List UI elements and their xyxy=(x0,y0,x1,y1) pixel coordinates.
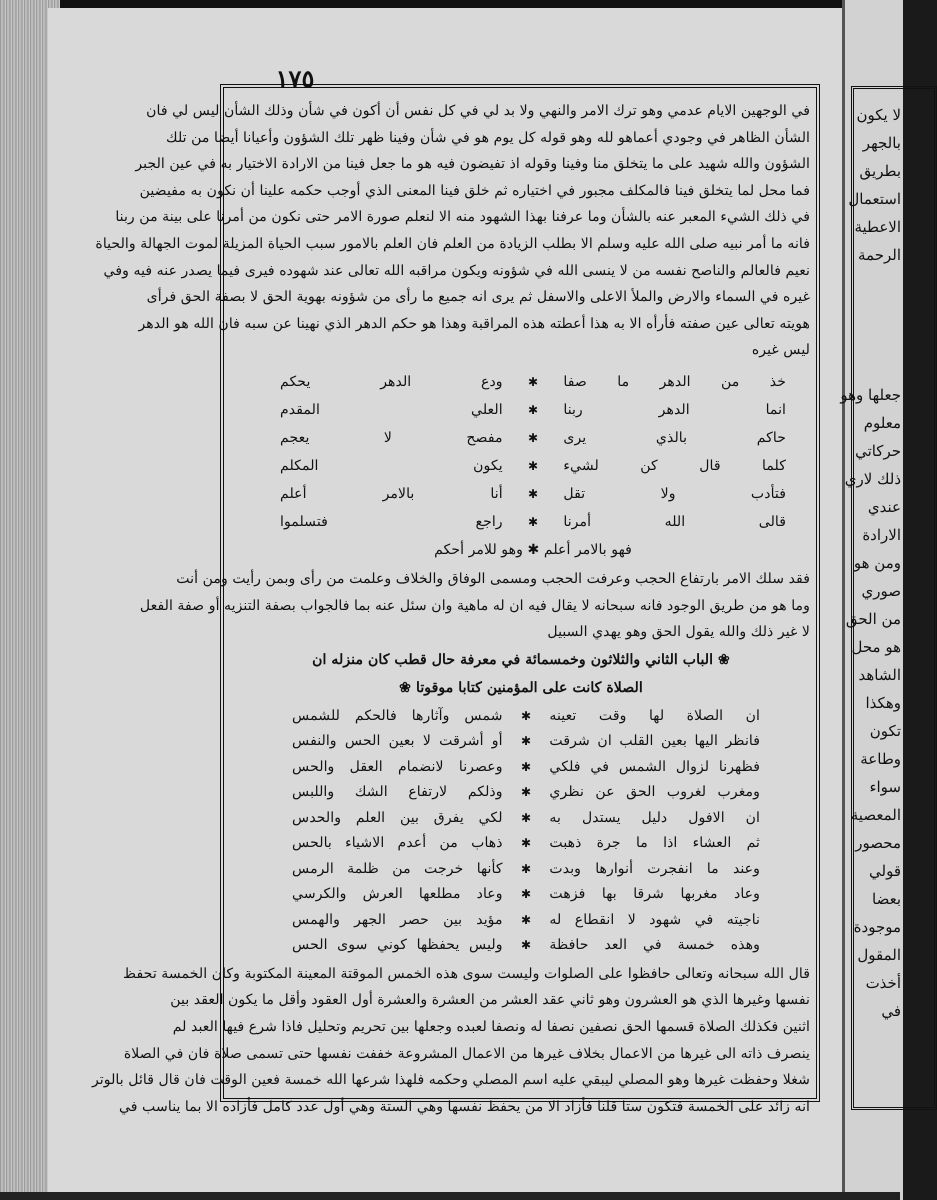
star-separator-icon: ✱ xyxy=(520,887,532,902)
verse-hemistich: يكون المكلم xyxy=(280,457,503,474)
prose-line: اثنين فكذلك الصلاة قسمها الحق نصفين نصفا له ونصفا لعبده وجعلها بين تحريم وتحليل فاذا شرع فيها العبد لم xyxy=(172,1018,810,1035)
verse-hemistich: ثم العشاء اذا ما جرة ذهبت xyxy=(549,835,760,852)
right-page-fragment: بعضا xyxy=(872,890,901,908)
prose-line: وما هو من طريق الوجود فانه سبحانه لا يقال فيه ان له ماهية وان سئل عنه بما فالجواب بصفة التنزيه أو صفة الفعل xyxy=(139,597,810,614)
verse-hemistich: وهو للامر أحكم xyxy=(434,541,523,558)
prose-line: هويته تعالى عين صفته فأرأه الا به هذا أعطته هذه المراقبة وهذا هو حكم الدهر الذي نهينا عن سبه فان الله هو الدهر xyxy=(138,315,810,332)
poem-2 xyxy=(232,702,810,961)
verse-hemistich: خذ من الدهر ما صفا xyxy=(563,373,786,390)
star-separator-icon: ✱ xyxy=(520,810,532,825)
verse-hemistich: فتأدب ولا تقل xyxy=(563,485,786,502)
chapter-title-text: الباب الثاني والثلاثون وخمسمائة في معرفة حال قطب كان منزله ان xyxy=(312,651,714,668)
ornament-icon: ❀ xyxy=(399,679,416,696)
verse-row xyxy=(292,780,760,806)
prose-line: انه زائد على الخمسة فتكون ستا قلنا فأزاد الا من يحفظ نفسها وهي الستة وهي أول عدد كامل فأزاده الا بما يناسب في xyxy=(118,1098,810,1115)
page-number: ١٧٥ xyxy=(275,64,315,93)
verse-hemistich: وعاد مطلعها العرش والكرسي xyxy=(292,886,503,903)
right-page-fragment: بالجهر xyxy=(862,134,901,152)
right-page-fragment: عندي xyxy=(867,498,901,516)
verse-hemistich: شمس وآثارها فالحكم للشمس xyxy=(292,707,503,724)
prose-line: غيره في السماء والارض والملأ الاعلى والاسفل ثم يرى انه جميع ما رأى من شؤونه بهوية الحق لا بصفة الحق فرأى xyxy=(146,289,810,306)
right-page-fragment: في xyxy=(881,1002,901,1020)
star-separator-icon: ✱ xyxy=(527,514,539,529)
right-page-fragment: المقول xyxy=(857,946,901,964)
right-page-fragment: استعمال xyxy=(848,190,901,208)
star-separator-icon: ✱ xyxy=(527,402,539,417)
right-page-fragment: وطاعة xyxy=(860,750,901,768)
verse-hemistich: ان الافول دليل يستدل به xyxy=(549,809,760,826)
top-shadow xyxy=(0,0,900,8)
star-separator-icon: ✱ xyxy=(527,486,539,501)
chapter-title-line xyxy=(232,646,810,674)
prose-line: نفسها وغيرها الذي هو العشرون وهو ثاني عقد العشر من العشرة والعشرة أول العقود وأقل ما يكون العقد بين xyxy=(170,992,810,1009)
verse-hemistich: فهو بالامر أعلم xyxy=(543,541,632,558)
right-page-fragment: بطريق xyxy=(859,162,901,180)
verse-hemistich: مفصح لا يعجم xyxy=(280,429,503,446)
prose-line: في ذلك الشيء المعبر عنه بالشأن وما عرفنا بهذا الشهود منه الا لنعلم صورة الامر حتى نكون من أمرنا على بينة من ربنا xyxy=(115,209,810,226)
right-page-fragment: لا يكون xyxy=(856,106,901,124)
verse-hemistich: راجع فتسلموا xyxy=(280,513,503,530)
verse-hemistich: وعصرنا لانضمام العقل والحس xyxy=(292,758,503,775)
right-page-fragment: ومن هو xyxy=(853,554,901,572)
verse-hemistich: ومغرب لغروب الحق عن نظري xyxy=(549,784,760,801)
chapter-title-text: الصلاة كانت على المؤمنين كتابا موقوتا xyxy=(416,679,643,696)
star-separator-icon: ✱ xyxy=(527,458,539,473)
verse-row xyxy=(292,831,760,857)
prose-line: نعيم فالعالم والناصح نفسه من لا ينسى الله في شؤونه ويكون مراقبه الله تعالى عند شهوده فيرى فيما يصدر عنه فيه وفي xyxy=(103,262,810,279)
right-page-fragment: جعلها وهو xyxy=(840,386,901,404)
verse-hemistich: أو أشرقت لا بعين الحس والنفس xyxy=(292,733,503,750)
prose-line: شغلا وحفظت غيرها وهو المصلي ليبقي عليه اسم المصلي وحكمه فلهذا شرعها الله خمسة فعين الوقت فان قال قائل بالوتر xyxy=(91,1072,810,1089)
prose-line: فما محل لما يتخلق فينا فالمكلف مجبور في اختياره ثم خلق فينا المعنى الذي أوجب حكمه علينا أن نكون به مفيضين xyxy=(139,182,810,199)
right-page-fragment xyxy=(855,324,901,352)
verse-hemistich: ذهاب من أعدم الاشياء بالحس xyxy=(292,835,503,852)
right-page-fragments xyxy=(840,100,901,1024)
star-separator-icon: ✱ xyxy=(520,938,532,953)
verse-row xyxy=(280,480,786,508)
star-separator-icon: ✱ xyxy=(520,734,532,749)
verse-hemistich: وهذه خمسة في العد حافظة xyxy=(549,937,760,954)
verse-hemistich: ان الصلاة لها وقت تعينه xyxy=(549,707,760,724)
verse-row xyxy=(280,452,786,480)
verse-row xyxy=(292,908,760,934)
right-page-fragment: هو محل xyxy=(851,638,901,656)
prose-line: الشأن الظاهر في وجودي أعماهو لله وهو قوله كل يوم هو في شأن وفينا ظهر تلك الشؤون وأعيانا أيضا من تلك xyxy=(165,129,810,146)
right-page-fragment xyxy=(855,352,901,380)
verse-hemistich: أنا بالامر أعلم xyxy=(280,485,503,502)
right-page-fragment: حركاتي xyxy=(855,442,901,460)
right-page-fragment: ذلك لاري xyxy=(844,470,901,488)
right-page-fragment: الشاهد xyxy=(858,666,901,684)
verse-hemistich: لكي يفرق بين العلم والحدس xyxy=(292,809,503,826)
verse-hemistich: انما الدهر ربنا xyxy=(563,401,786,418)
verse-row xyxy=(280,424,786,452)
star-separator-icon: ✱ xyxy=(527,430,539,445)
right-page-fragment: الارادة xyxy=(862,526,901,544)
star-separator-icon: ✱ xyxy=(520,861,532,876)
verse-hemistich: حاكم بالذي يرى xyxy=(563,429,786,446)
prose-line: فانه ما أمر نبيه صلى الله عليه وسلم الا بطلب الزيادة من العلم فان العلم بالامور سبب الحياة المزيلة لموت الجهالة والحياة xyxy=(95,235,810,252)
prose-line: الشؤون والله شهيد على ما يتخلق منا وفينا وقوله اذ تفيضون فيه هو ما جعل فينا من الارادة الاختيار به في عين الجبر xyxy=(135,156,810,173)
verse-row xyxy=(292,729,760,755)
right-page-fragment: تكون xyxy=(869,722,901,740)
verse-row xyxy=(292,704,760,730)
verse-hemistich: كأنها خرجت من ظلمة الرمس xyxy=(292,860,503,877)
right-page-fragment: أخذت xyxy=(865,974,901,992)
star-separator-icon: ✱ xyxy=(520,708,532,723)
right-page-fragment: من الحق xyxy=(845,610,901,628)
star-separator-icon: ✱ xyxy=(520,912,532,927)
paragraph-2 xyxy=(139,566,810,646)
right-page-fragment: وهكذا xyxy=(865,694,901,712)
verse-hemistich: ناجيته في شهود لا انقطاع له xyxy=(549,911,760,928)
verse-row xyxy=(280,368,786,396)
right-page-fragment: موجودة xyxy=(853,918,901,936)
verse-row xyxy=(292,882,760,908)
verse-hemistich: مؤيد بين حصر الجهر والهمس xyxy=(292,911,503,928)
right-page-fragment: محصور xyxy=(855,834,901,852)
right-page-fragment: صوري xyxy=(861,582,901,600)
paragraph-1 xyxy=(95,98,810,364)
verse-hemistich: وعاد مغربها شرقا بها فزهت xyxy=(549,886,760,903)
right-page-fragment: معلوم xyxy=(863,414,901,432)
prose-line: في الوجهين الايام عدمي وهو ترك الامر والنهي ولا بد لي في كل نفس أن أكون في شأن وذلك الشأن ليس لي فان xyxy=(146,103,810,119)
prose-line: ينصرف ذاته الى غيرها من الاعمال بخلاف غيرها من الاعمال المشروعة خففت نفسها حتى تسمى صلاة فان في الصلاة xyxy=(123,1045,810,1062)
verse-row xyxy=(280,508,786,536)
verse-row xyxy=(292,857,760,883)
verse-row xyxy=(292,755,760,781)
verse-hemistich: العلي المقدم xyxy=(280,401,503,418)
right-page-fragment xyxy=(855,268,901,296)
right-page-edge xyxy=(842,0,903,1200)
verse-hemistich: وليس يحفظها كوني سوى الحس xyxy=(292,937,503,954)
poem-1 xyxy=(232,364,810,566)
prose-line: قال الله سبحانه وتعالى حافظوا على الصلوات وليست سوى هذه الخمس الموقتة المعينة المكتوبة وكان الخمسة تحفظ xyxy=(123,965,810,982)
right-page-fragment: الاعطية xyxy=(854,218,901,236)
prose-line: ليس غيره xyxy=(751,342,810,359)
right-page-fragment: الرحمة xyxy=(857,246,901,264)
paragraph-3 xyxy=(91,961,810,1121)
right-page-fragment: المعصية xyxy=(850,806,901,824)
verse-final-line xyxy=(280,536,786,564)
star-separator-icon: ✱ xyxy=(520,836,532,851)
verse-hemistich: وذلكم لارتفاع الشك واللبس xyxy=(292,784,503,801)
verse-hemistich: قالى الله أمرنا xyxy=(563,513,786,530)
right-page-fragment: قولي xyxy=(869,862,901,880)
prose-line: لا غير ذلك والله يقول الحق وهو يهدي السبيل xyxy=(547,624,810,641)
chapter-title-line xyxy=(232,674,810,702)
verse-hemistich: كلما قال كن لشيء xyxy=(563,457,786,474)
right-page-fragment: سواء xyxy=(869,778,901,796)
star-separator-icon: ✱ xyxy=(527,374,539,389)
verse-hemistich: فانظر اليها بعين القلب ان شرقت xyxy=(549,733,760,750)
star-separator-icon: ✱ xyxy=(520,785,532,800)
verse-hemistich: ودع الدهر يحكم xyxy=(280,373,503,390)
verse-hemistich: فظهرنا لزوال الشمس في فلكي xyxy=(549,758,760,775)
star-separator-icon: ✱ xyxy=(522,541,540,558)
verse-row xyxy=(292,933,760,959)
verse-row xyxy=(280,396,786,424)
bottom-shadow xyxy=(0,1192,900,1200)
chapter-heading xyxy=(232,646,810,702)
verse-row xyxy=(292,806,760,832)
ornament-icon: ❀ xyxy=(713,651,730,668)
right-page-fragment xyxy=(855,296,901,324)
verse-hemistich: وعند ما انفجرت أنوارها وبدت xyxy=(549,860,760,877)
star-separator-icon: ✱ xyxy=(520,759,532,774)
prose-line: فقد سلك الامر بارتفاع الحجب وعرفت الحجب ومسمى الوفاق والخلاف وعلمت من رأى وبمن رأيت ومن أنت xyxy=(176,570,810,587)
page-content xyxy=(91,98,810,1115)
